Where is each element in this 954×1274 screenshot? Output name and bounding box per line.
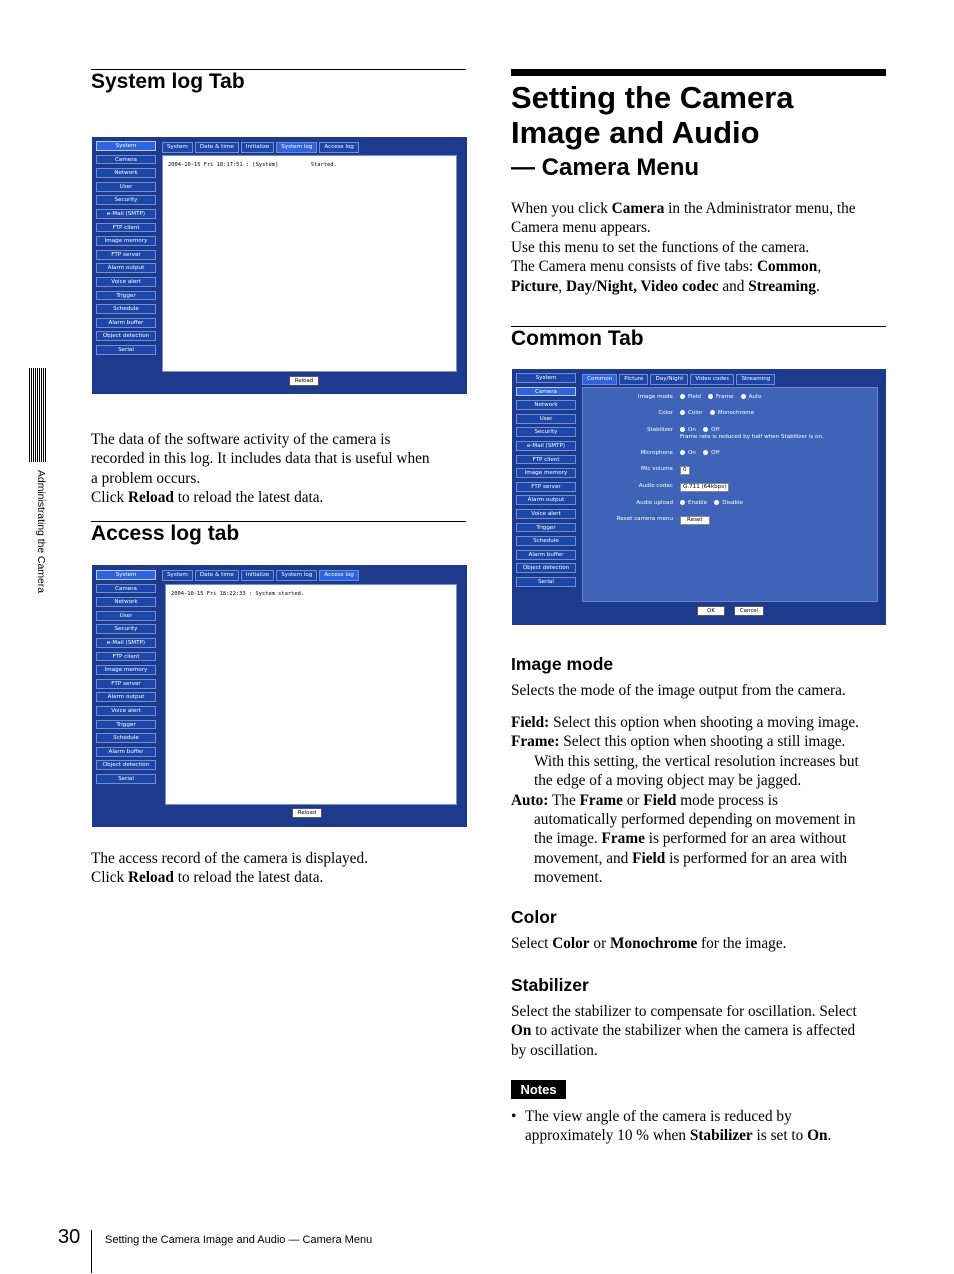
form-value (680, 516, 710, 525)
common-tab-heading: Common Tab (511, 327, 644, 350)
radio-icon (680, 450, 685, 455)
form-value: Color Monochrome (680, 410, 754, 416)
reload-button: Reload (292, 808, 322, 818)
tab-access-log: Access log (319, 142, 358, 153)
tab-day-night: Day/Night (650, 374, 688, 385)
side-menu-item: Object detection (516, 563, 576, 573)
image-mode-heading: Image mode (511, 654, 614, 674)
side-menu-item: Network (96, 168, 156, 178)
image-mode-desc: Selects the mode of the image output from the camera. (511, 682, 846, 699)
radio-icon (680, 500, 685, 505)
form-label: Image mode (637, 394, 673, 400)
stabilizer-paragraph: Select the stabilizer to compensate for oscillation. Select On to activate the stabilizer when the camera is affected by oscillation. (511, 1003, 857, 1059)
form-value (680, 483, 729, 492)
side-menu-item: Camera (96, 584, 156, 594)
side-menu-item: Alarm buffer (516, 550, 576, 560)
tab-system-log: System log (276, 570, 317, 581)
page-number: 30 (58, 1226, 81, 1248)
side-menu-item: Image memory (96, 665, 156, 675)
tab-system-log: System log (276, 142, 317, 153)
form-value (680, 466, 690, 475)
side-menu-item: Trigger (516, 523, 576, 533)
intro-paragraph: When you click Camera in the Administrator menu, the Camera menu appears. Use this menu to set the functions of the camera. The Camera menu consists of five tabs: Common, Picture, Day/Night, Video codec and Streaming. (511, 200, 856, 295)
radio-icon (680, 394, 685, 399)
running-title: Setting the Camera Image and Audio — Camera Menu (105, 1234, 373, 1246)
form-label: Stabilizer (646, 427, 673, 433)
form-label: Audio codec (638, 483, 673, 489)
side-menu-item: User (96, 611, 156, 621)
camera-common-screenshot (512, 369, 886, 625)
tab-initialize: Initialize (241, 142, 274, 153)
side-menu-item: Alarm buffer (96, 747, 156, 757)
side-menu-item: e-Mail (SMTP) (96, 638, 156, 648)
radio-icon (703, 427, 708, 432)
side-menu-item: System (516, 373, 576, 383)
radio-icon (741, 394, 746, 399)
side-menu-item: FTP client (516, 455, 576, 465)
side-menu-item: Image memory (96, 236, 156, 246)
tab-system: System (162, 570, 193, 581)
system-log-heading: System log Tab (91, 70, 245, 93)
mic-volume-select: 0 (680, 466, 690, 475)
image-mode-options: Field: Select this option when shooting a moving image. Frame: Select this option when shooting a still image. With this setting, the vertical resolution increases but the edge of a moving object may be jagged. Auto: The Frame or Field mode process is automatically performed depending on movement in the image. Frame is performed for an area without movement, and Field is performed for an area with movement. (511, 714, 859, 887)
side-menu-item: Alarm output (96, 692, 156, 702)
side-menu-item: Voice alert (96, 277, 156, 287)
radio-icon (714, 500, 719, 505)
side-menu-item: Camera (516, 387, 576, 397)
color-paragraph: Select Color or Monochrome for the image. (511, 935, 787, 952)
log-area (165, 584, 457, 805)
cancel-button: Cancel (734, 606, 764, 616)
chapter-thumb-tab (29, 368, 47, 462)
form-value: On Off (680, 450, 719, 456)
camera-form (583, 388, 877, 601)
footer-divider (91, 1230, 92, 1273)
form-label: Color (658, 410, 673, 416)
side-menu-item: Trigger (96, 720, 156, 730)
form-label: Audio upload (636, 500, 673, 506)
access-log-screenshot (92, 565, 467, 827)
side-menu-item: Serial (96, 345, 156, 355)
radio-icon (680, 427, 685, 432)
side-menu-item: System (96, 141, 156, 151)
stabilizer-note: Frame rate is reduced by half when Stabilizer is on. (680, 434, 824, 440)
bullet: • (511, 1108, 517, 1125)
side-menu-item: Schedule (96, 733, 156, 743)
side-menu-item: Serial (516, 577, 576, 587)
form-label: Mic volume (641, 466, 673, 472)
camera-form-area (582, 387, 878, 602)
access-log-heading: Access log tab (91, 522, 240, 545)
side-menu-item: e-Mail (SMTP) (96, 209, 156, 219)
tab-access-log: Access log (319, 570, 358, 581)
form-label: Reset camera menu (616, 516, 673, 522)
side-menu-item: FTP server (96, 679, 156, 689)
side-menu-item: Voice alert (96, 706, 156, 716)
side-menu-item: System (96, 570, 156, 580)
camera-tab-bar (582, 374, 777, 384)
audio-codec-select: G.711 (64kbps) (680, 483, 729, 492)
reset-button: Reset (680, 516, 710, 525)
admin-tab-bar (162, 142, 361, 152)
admin-side-menu (516, 373, 576, 591)
log-line: 2004-10-15 Fri 18:22:33 : System started. (171, 591, 305, 597)
tab-system: System (162, 142, 193, 153)
page-subtitle: — Camera Menu (511, 154, 700, 181)
side-menu-item: Serial (96, 774, 156, 784)
tab-initialize: Initialize (241, 570, 274, 581)
notes-badge: Notes (511, 1080, 566, 1099)
side-menu-item: Network (96, 597, 156, 607)
stabilizer-heading: Stabilizer (511, 975, 589, 995)
system-log-screenshot (92, 137, 467, 394)
side-menu-item: Security (96, 624, 156, 634)
tab-date-time: Date & time (195, 142, 239, 153)
side-menu-item: e-Mail (SMTP) (516, 441, 576, 451)
side-menu-item: User (96, 182, 156, 192)
form-value: On Off (680, 427, 719, 433)
side-menu-item: Schedule (96, 304, 156, 314)
side-menu-item: Alarm output (516, 495, 576, 505)
side-menu-item: FTP client (96, 223, 156, 233)
side-menu-item: Object detection (96, 760, 156, 770)
form-label: Microphone (640, 450, 673, 456)
admin-tab-bar (162, 570, 361, 580)
log-area (162, 155, 457, 372)
side-menu-item: Trigger (96, 291, 156, 301)
side-menu-item: Schedule (516, 536, 576, 546)
side-menu-item: Network (516, 400, 576, 410)
access-log-paragraph: The access record of the camera is displayed. Click Reload to reload the latest data. (91, 850, 368, 887)
chapter-title-bar (511, 69, 886, 76)
side-menu-item: FTP client (96, 652, 156, 662)
tab-date-time: Date & time (195, 570, 239, 581)
note-item: • The view angle of the camera is reduced by approximately 10 % when Stabilizer is set to On. (511, 1108, 832, 1145)
side-menu-item: Security (96, 195, 156, 205)
side-menu-item: Object detection (96, 331, 156, 341)
tab-video-codec: Video codec (690, 374, 734, 385)
form-value: Field Frame Auto (680, 394, 762, 400)
admin-side-menu (96, 141, 156, 359)
page-title: Setting the Camera Image and Audio (511, 80, 794, 150)
radio-icon (703, 450, 708, 455)
form-value: Enable Disable (680, 500, 743, 506)
radio-icon (710, 410, 715, 415)
ok-button: OK (697, 606, 725, 616)
side-menu-item: Alarm output (96, 263, 156, 273)
tab-streaming: Streaming (736, 374, 775, 385)
side-menu-item: FTP server (96, 250, 156, 260)
side-menu-item: Alarm buffer (96, 318, 156, 328)
system-log-paragraph: The data of the software activity of the camera is recorded in this log. It includes data that is useful when a problem occurs. Click Reload to reload the latest data. (91, 431, 430, 507)
tab-picture: Picture (619, 374, 648, 385)
side-menu-item: Security (516, 427, 576, 437)
admin-side-menu (96, 570, 156, 788)
side-menu-item: Image memory (516, 468, 576, 478)
reload-button: Reload (289, 376, 319, 386)
side-menu-item: Voice alert (516, 509, 576, 519)
tab-common: Common (582, 374, 617, 385)
radio-icon (708, 394, 713, 399)
side-menu-item: User (516, 414, 576, 424)
side-menu-item: Camera (96, 155, 156, 165)
color-heading: Color (511, 907, 557, 927)
side-menu-item: FTP server (516, 482, 576, 492)
radio-icon (680, 410, 685, 415)
log-line: 2004-10-15 Fri 18:17:51 : [System] Started. (168, 162, 337, 168)
